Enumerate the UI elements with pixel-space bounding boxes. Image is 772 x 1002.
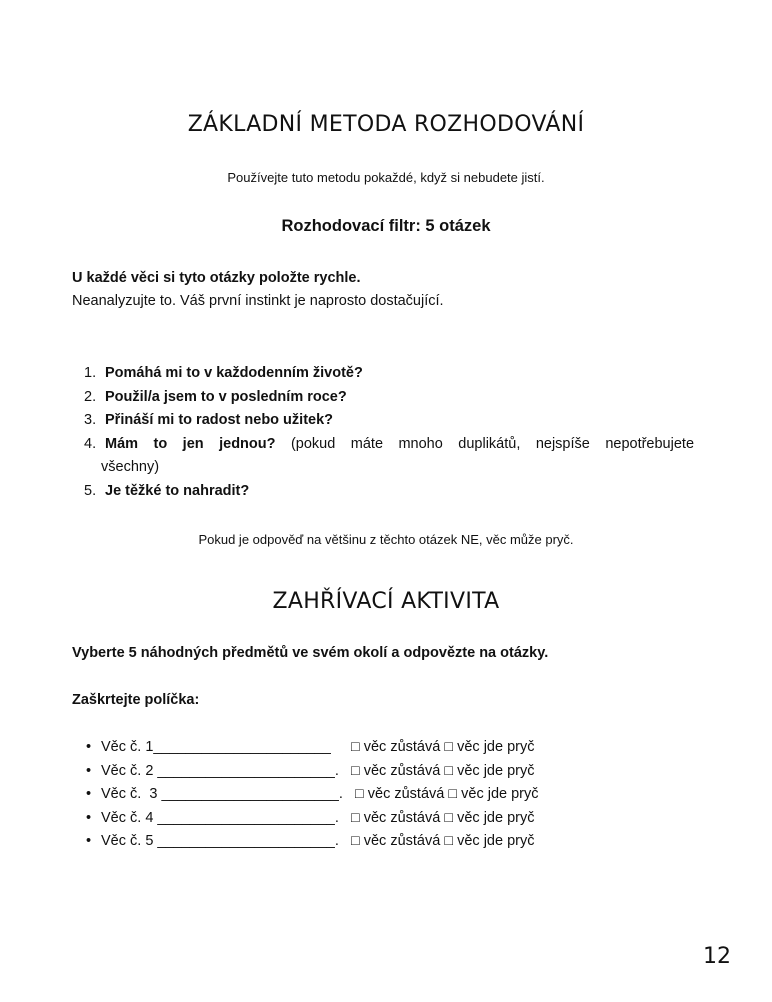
list-item[interactable] [72,783,539,807]
question-number: 5. [84,482,97,499]
list-item[interactable] [72,736,539,760]
question-text: Použil/a jsem to v posledním roce? [105,388,347,405]
list-item [72,386,694,410]
bullet: • [86,739,92,755]
list-item [72,433,694,457]
subtitle: Používejte tuto metodu pokaždé, když si nebudete jistí. [227,170,545,185]
question-number: 2. [84,388,97,405]
question-list [72,362,694,503]
list-item [72,409,694,433]
intro-bold: U každé věci si tyto otázky položte rychle. [72,270,361,286]
bullet: • [86,809,92,826]
item-list [72,736,539,854]
list-item [72,362,694,386]
question-note-continued: všechny) [101,459,160,475]
question-text: Je těžké to nahradit? [105,482,250,499]
bullet: • [86,762,92,779]
item-row[interactable]: Věc č. 4 ______________________. □ věc zůstává □ věc jde pryč [101,809,535,826]
item-row[interactable]: Věc č. 3 ______________________. □ věc zůstává □ věc jde pryč [101,786,539,802]
list-item [72,456,694,480]
list-item[interactable] [72,807,539,831]
instruction-text: Vyberte 5 náhodných předmětů ve svém okolí a odpovězte na otázky. [72,645,549,661]
question-number: 4. [84,435,97,452]
note-text: Pokud je odpověď na většinu z těchto otázek NE, věc může pryč. [198,532,574,547]
intro-text: Neanalyzujte to. Váš první instinkt je naprosto dostačující. [72,293,444,309]
list-item[interactable] [72,830,539,854]
item-row[interactable]: Věc č. 2 ______________________. □ věc zůstává □ věc jde pryč [101,762,535,779]
question-text: Mám to jen jednou? [105,435,276,452]
page-number: 12 [703,944,731,969]
question-text: Pomáhá mi to v každodenním životě? [105,365,363,381]
question-number: 1. [84,365,97,381]
item-row[interactable]: Věc č. 1______________________ □ věc zůstává □ věc jde pryč [101,739,535,755]
question-text: Přináší mi to radost nebo užitek? [105,412,334,428]
bullet: • [86,833,92,849]
item-row[interactable]: Věc č. 5 ______________________. □ věc zůstává □ věc jde pryč [101,833,535,849]
checkbox-label: Zaškrtejte políčka: [72,692,200,708]
page-title: ZÁKLADNÍ METODA ROZHODOVÁNÍ [187,112,585,137]
list-item [72,480,694,504]
filter-heading: Rozhodovací filtr: 5 otázek [281,217,491,235]
question-number: 3. [84,412,97,428]
question-note: (pokud máte mnoho duplikátů, nejspíše nepotřebujete [275,435,695,452]
list-item[interactable] [72,760,539,784]
section-title: ZAHŘÍVACÍ AKTIVITA [272,589,500,614]
bullet: • [86,786,92,802]
